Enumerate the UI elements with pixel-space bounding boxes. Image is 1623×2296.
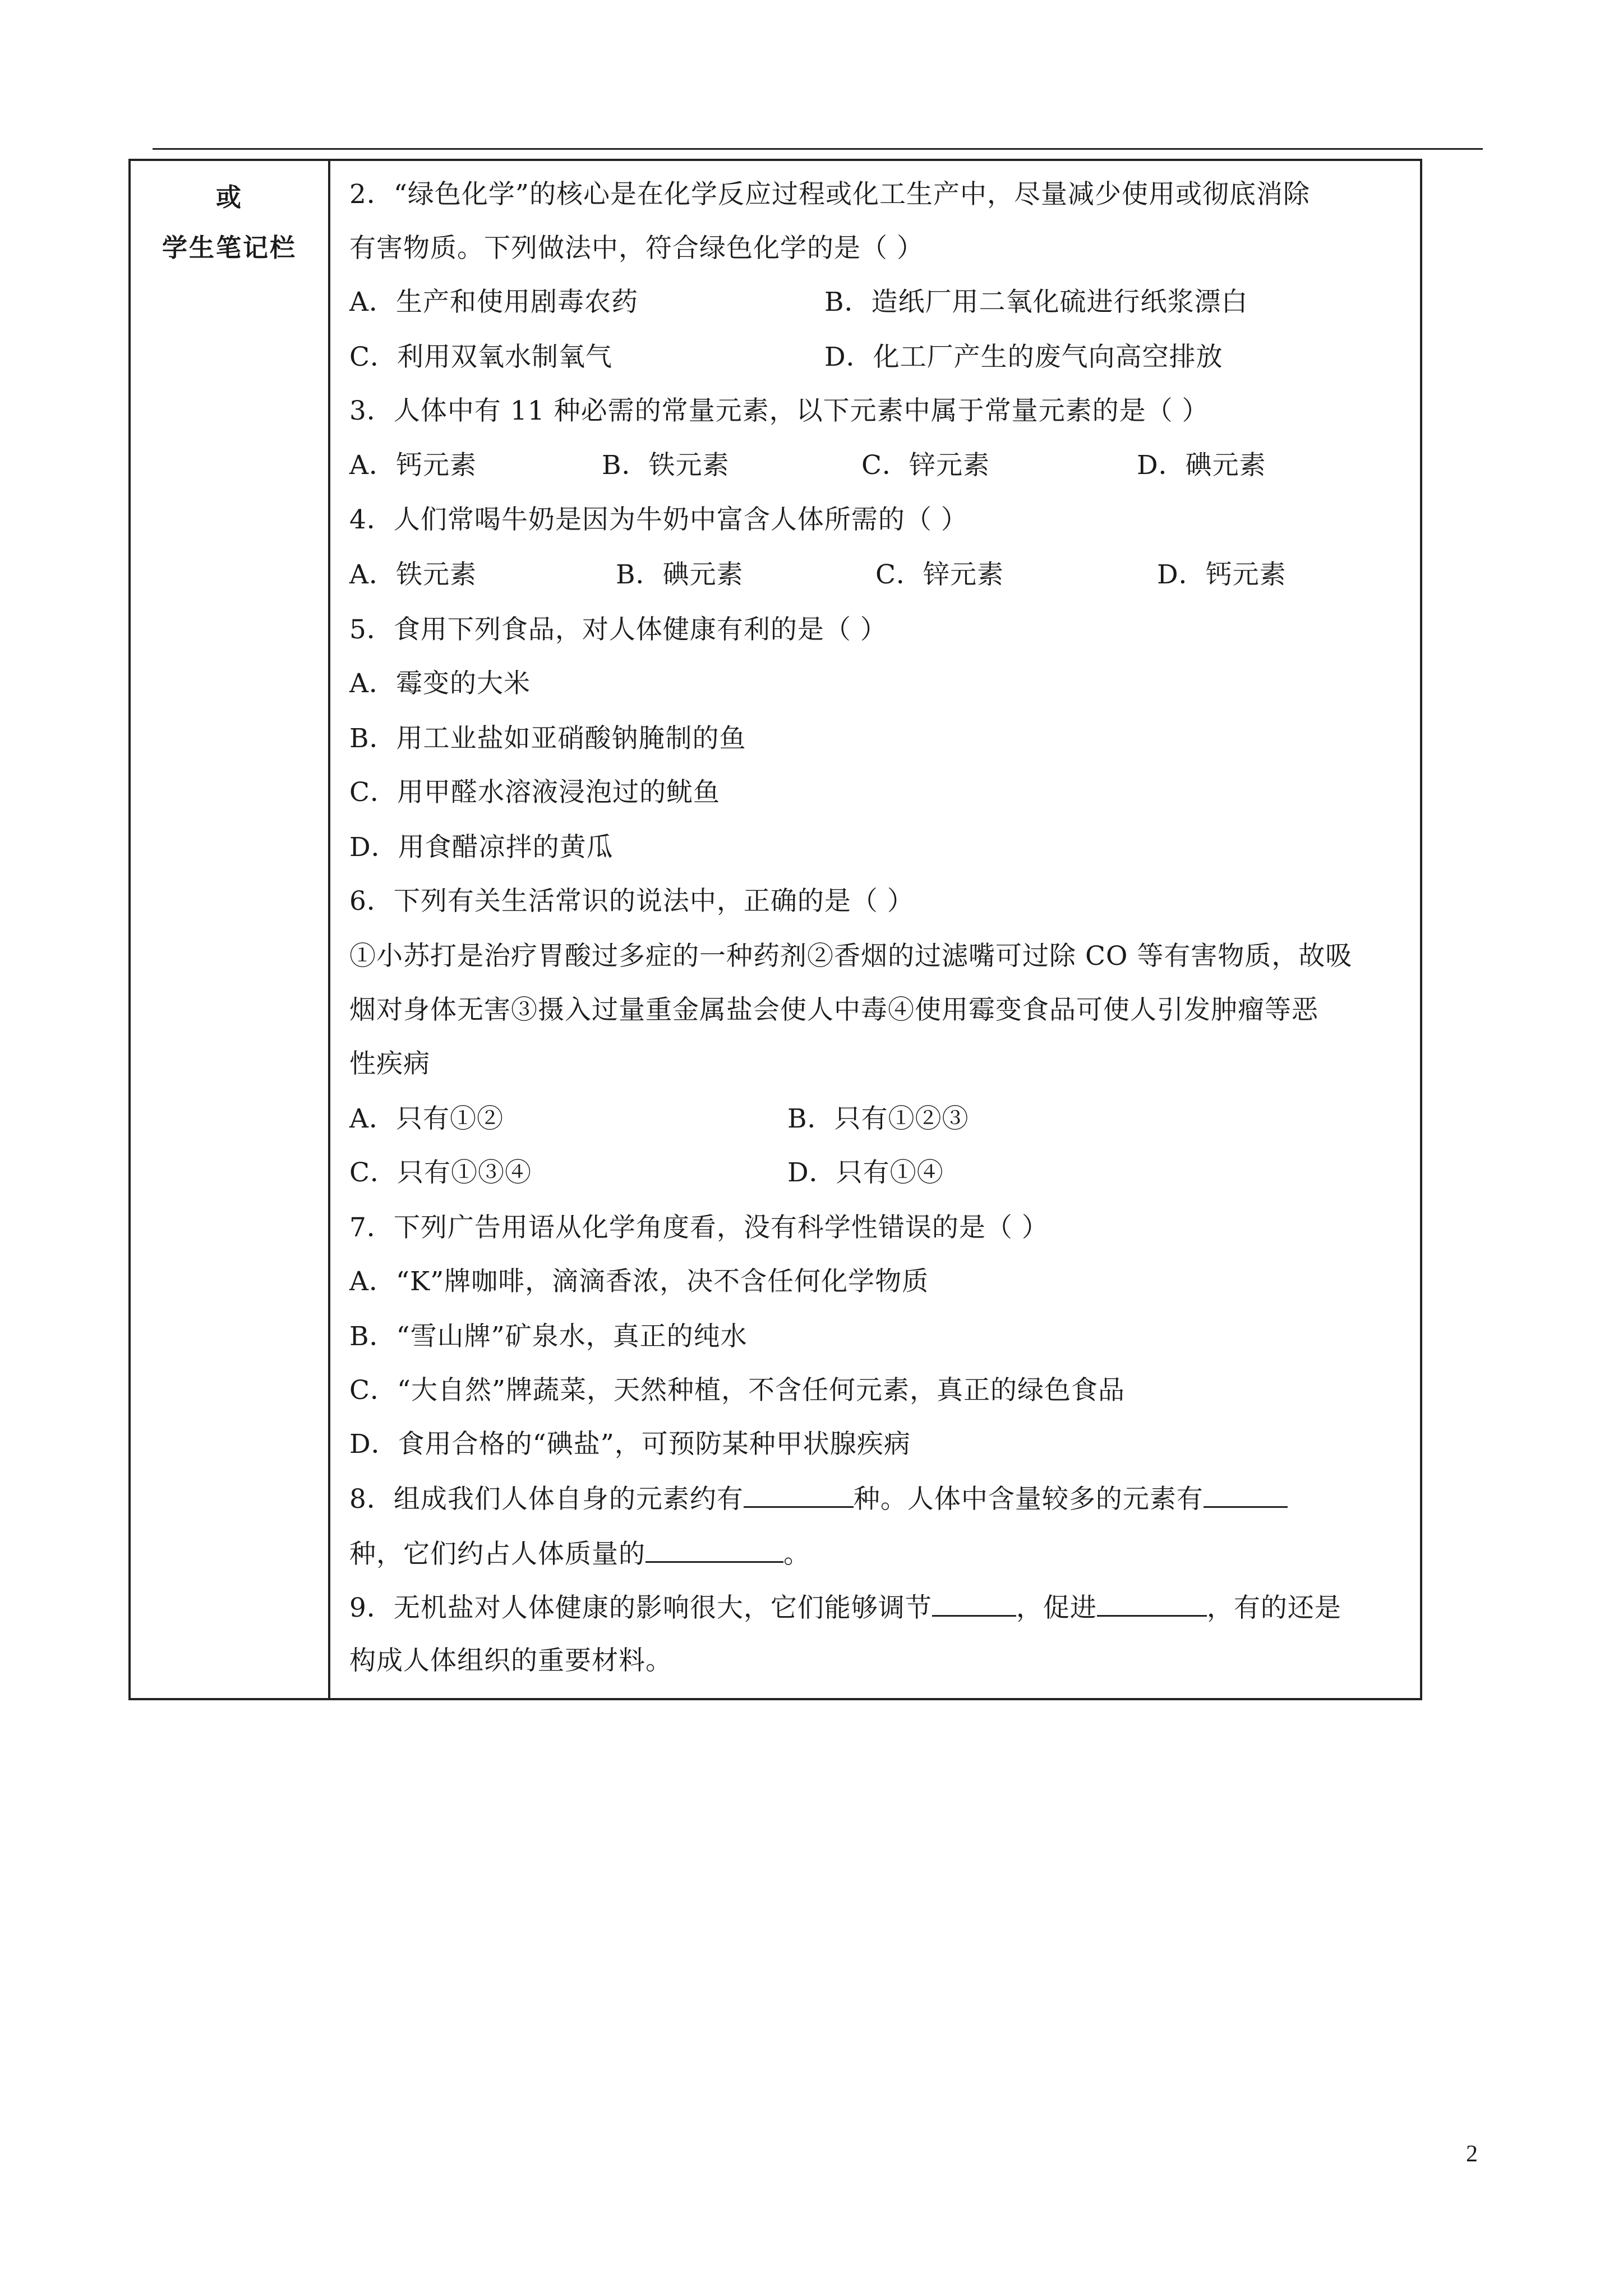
notes-sidebar [131, 161, 330, 1698]
q6-option-a: A．只有①② [349, 1103, 504, 1134]
q5-option-d: D．用食醋凉拌的黄瓜 [349, 832, 614, 863]
q2-stem-line2: 有害物质。下列做法中，符合绿色化学的是（ ） [349, 233, 924, 264]
q9-line2: 构成人体组织的重要材料。 [349, 1645, 672, 1676]
q5-stem: 5．食用下列食品，对人体健康有利的是（ ） [349, 614, 887, 645]
q6-body-line2: 烟对身体无害③摄入过量重金属盐会使人中毒④使用霉变食品可使人引发肿瘤等恶 [349, 995, 1318, 1025]
q9-text-2: ，促进 [1016, 1593, 1097, 1623]
q4-option-a: A．铁元素 [349, 559, 477, 590]
q6-option-d: D．只有①④ [787, 1157, 944, 1188]
q6-stem: 6．下列有关生活常识的说法中，正确的是（ ） [349, 886, 914, 917]
q9-blank-regulate[interactable] [932, 1590, 1016, 1617]
q9-blank-promote[interactable] [1097, 1590, 1207, 1617]
q6-option-b: B．只有①②③ [787, 1103, 969, 1134]
q7-option-a: A．“K”牌咖啡，滴滴香浓，决不含任何化学物质 [349, 1266, 929, 1297]
q3-option-b: B．铁元素 [602, 450, 730, 481]
q3-option-a: A．钙元素 [349, 450, 477, 481]
q9-text-3: ，有的还是 [1206, 1593, 1341, 1623]
q5-option-b: B．用工业盐如亚硝酸钠腌制的鱼 [349, 723, 746, 754]
q6-body-line1: ①小苏打是治疗胃酸过多症的一种药剂②香烟的过滤嘴可过除 CO 等有害物质，故吸 [349, 941, 1353, 972]
q4-stem: 4．人们常喝牛奶是因为牛奶中富含人体所需的（ ） [349, 504, 968, 535]
q7-option-c: C．“大自然”牌蔬菜，天然种植，不含任何元素，真正的绿色食品 [349, 1375, 1126, 1406]
q5-option-c: C．用甲醛水溶液浸泡过的鱿鱼 [349, 777, 720, 808]
q4-option-d: D．钙元素 [1157, 559, 1287, 590]
q2-option-b: B．造纸厂用二氧化硫进行纸浆漂白 [824, 287, 1248, 318]
q6-option-c: C．只有①③④ [349, 1157, 532, 1188]
q6-body-line3: 性疾病 [349, 1048, 430, 1079]
q9-line1 [349, 1590, 1341, 1625]
questions-area [330, 161, 1420, 1698]
q8-text-4: 。 [783, 1539, 810, 1570]
q8-text-3: 种，它们约占人体质量的 [349, 1539, 645, 1570]
worksheet-table [128, 159, 1422, 1700]
q2-stem-line1: 2．“绿色化学”的核心是在化学反应过程或化工生产中，尽量减少使用或彻底消除 [349, 179, 1310, 210]
q7-stem: 7．下列广告用语从化学角度看，没有科学性错误的是（ ） [349, 1212, 1049, 1243]
q8-text-2: 种。人体中含量较多的元素有 [853, 1484, 1204, 1515]
page-number: 2 [1466, 2141, 1478, 2167]
q2-option-a: A．生产和使用剧毒农药 [349, 287, 638, 318]
q3-option-d: D．碘元素 [1137, 450, 1266, 481]
q7-option-d: D．食用合格的“碘盐”，可预防某种甲状腺疾病 [349, 1429, 911, 1460]
q2-option-c: C．利用双氧水制氧气 [349, 342, 612, 372]
q3-stem: 3．人体中有 11 种必需的常量元素，以下元素中属于常量元素的是（ ） [349, 395, 1209, 426]
q3-option-c: C．锌元素 [861, 450, 990, 481]
q9-text-1: 9．无机盐对人体健康的影响很大，它们能够调节 [349, 1593, 932, 1623]
q8-blank-major-element-count[interactable] [1204, 1481, 1288, 1508]
q4-option-c: C．锌元素 [875, 559, 1004, 590]
q2-option-d: D．化工厂产生的废气向高空排放 [824, 342, 1223, 372]
q8-blank-element-count[interactable] [744, 1481, 854, 1508]
q8-text-1: 8．组成我们人体自身的元素约有 [349, 1484, 744, 1515]
header-rule [153, 148, 1483, 150]
q8-line2 [349, 1536, 810, 1571]
q7-option-b: B．“雪山牌”矿泉水，真正的纯水 [349, 1321, 748, 1352]
q8-blank-mass-fraction[interactable] [645, 1536, 783, 1563]
sidebar-label-or: 或 [215, 182, 243, 212]
sidebar-label-notes: 学生笔记栏 [162, 233, 297, 263]
q8-line1 [349, 1481, 1288, 1516]
q4-option-b: B．碘元素 [616, 559, 744, 590]
q5-option-a: A．霉变的大米 [349, 668, 531, 699]
